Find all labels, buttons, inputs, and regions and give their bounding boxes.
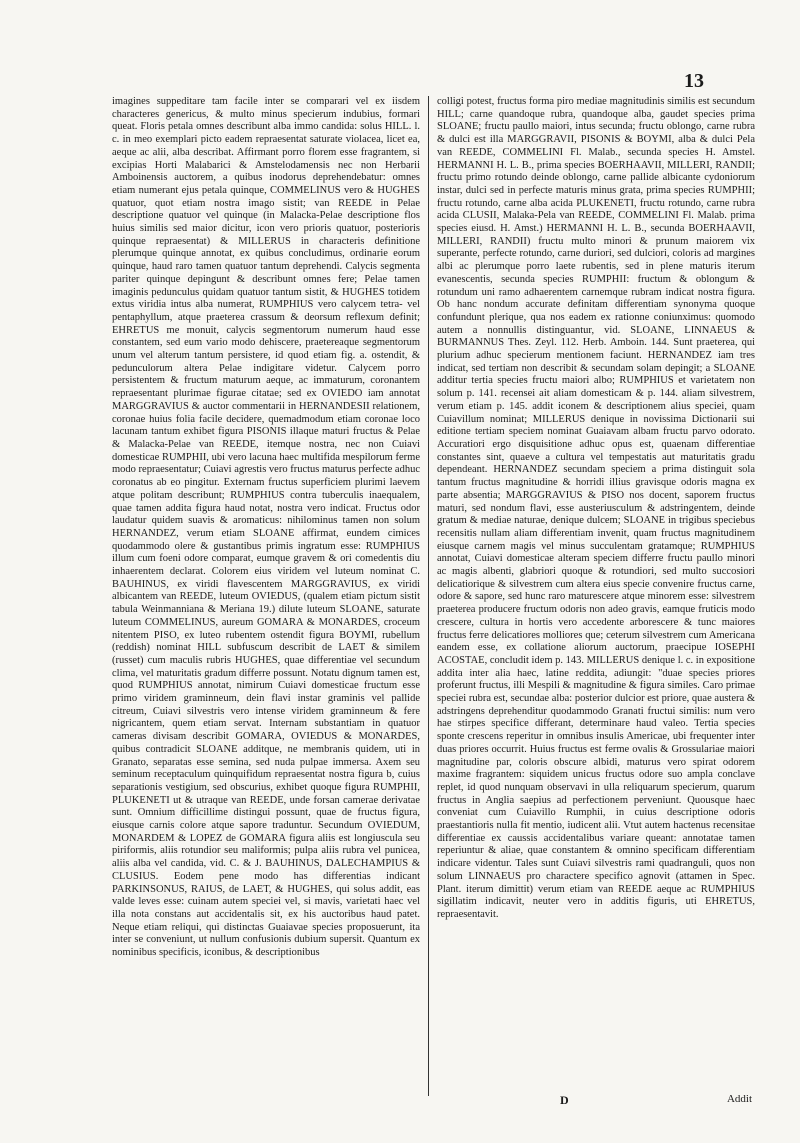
right-column-text: colligi potest, fructus forma piro mediae magnitudinis similis est secundum HILL; carne quandoque rubra, quandoque alba, gaudet species prima SLOANE; fructu paullo maiori, intus secunda; fructu oblongo, carne rubra & dulci est illa MARGGRAVII, PISONIS & BOYMI, alba & dulci Pela van REEDE, COMMELINI Fl. Malab., secunda species H. Amstel. HERMANNI H. L. B., prima species BOERHAAVII, MILLERI, RANDII; fructu primo rotundo deinde oblongo, carne pallide albicante cydoniorum instar, dulci sed in perfecte maturis minus grata, prima species RUMPHII; fructu rotundo, carne alba acida PLUKENETI, fructu rotundo, carne rubra acida CLUSII, Malaka-Pela van REEDE, COMMELINI Fl. Malab. prima species eiusd. H. Amst.) HERMANNI H. L. B., secunda BOERHAAVII, MILLERI, RANDII) fructu multo minori & prunum maiorem vix superante, perfecte rotundo, carne duriori, sed dulciori, coloris ad margines albi ac plerumque porro laete rubentis, sed in plene maturis iterum evanescentis, secunda species RUMPHII: fructum & oblongum & rotundum uni ramo adhaerentem carnemque rubram indicat nostra figura. Ob hanc nondum accurate definitam differentiam synonyma quoque confundunt plerique, qua nos eadem ex rationne coniunximus: quomodo autem a nonnullis distinguantur, vid. SLOANE, LINNAEUS & BURMANNUS Thes. Zeyl. 112. Herb. Amboin. 144. Sunt praeterea, qui plurium adhuc specierum mentionem faciunt. HERNANDEZ iam tres indicat, sed tertiam non describit & secundam solam depingit; a SLOANE additur tertia species fructu maiori albo; RUMPHIUS et varietatem non solum p. 141. recensei ait aliam domesticam & p. 144. aliam silvestrem, verum etiam p. 145. addit iconem & descriptionem alius speciei, quam Cuiavillum nominat; MILLERUS denique in novissima Dictionarii sui editione tertiam speciem nominat Guaiavam albam fructu parvo odorato. Accuratiori ergo disquisitione adhuc opus est, quaenam differentiae constantes sint, quaeve a cultura vel tempestatis aut maturitatis gradu dependeant. HERNANDEZ secundam speciem a prima distinguit sola tantum fructus magnitudine & horridi illius gravisque odoris magna ex parte absentia; MARGGRAVIUS & PISO nos docent, saporem fructus maturi, sed nondum flavi, esse austeriusculum & adstringentem, deinde gratum & mediae naturae, denique dulcem; SLOANE in trigibus speciebus recensitis nullam aliam differentiam invenit, quam fructus magnitudinem eiusque carnem magis vel minus succulentam gratamque; RUMPHIUS annotat, Cuiavi domesticae alteram speciem differre fructu paullo minori ac magis albenti, glabriori quoque & rotundiori, sed multo succosiori delicatiorique & silvestrem cum altera eius specie convenire fructus carne, odore & sapore, sed hunc raro maturescere atque minorem esse: silvestrem praeterea producere fructum odoris non adeo gravis, eamque fruticis modo crescere, cultura in hortis vero accedente arborescere & tunc maiores fructus ferre delicatiores molliores que; ceterum silvestrem cum Americana eandem esse, ex collatione aliorum auctorum, praecipue IOSEPHI ACOSTAE, concludit idem p. 143. MILLERUS denique l. c. in expositione addita inter alia haec, latine reddita, adiungit: "duae species priores proferunt fructus, illi Mespili & magnitudine & figura similes. Caro primae speciei rubra est, secundae alba: posterior dulcior est priore, quae austera & adstringens deprehenditur quodammodo Granati fructui similis: num vero hae stirpes specifice differant, determinare haud valeo. Tertia species sponte crescens reperitur in omnibus insulis Americae, ubi frequenter inter duas priores occurrit. Huius fructus est ferme ovalis & Grossulariae maiori magnitudine par, coloris obscure albidi, maturus vero spirat odorem maxime fragrantem: siquidem unicus fructus odore suo ampla conclave replet, id quod nunquam observavi in ulla reliquarum specierum, quarum fructus in Anglia saepius ad perfectionem perveniunt. Quousque haec conveniat cum Cuiavillo Rumphii, in cuius descriptione odoris praestantioris nulla fit mentio, iudicent alii. Vtut autem hactenus recensitae differentiae ex caussis accidentalibus variare queant: annotatae tamen reperiuntur & aliae, quae constantem & omnino specificam differentiam indicare videntur. Tales sunt Cuiavi silvestris rami quadranguli, quos non solum LINNAEUS pro charactere specifico agnovit (attamen in Spec. Plant. iterum dimittit) verum etiam van REEDE aeque ac RUMPHIUS sigillatim indicavit, neuter vero in additis figuris, uti EHRETUS, repraesentavit.: [437, 96, 755, 920]
signature-mark: D: [560, 1093, 569, 1107]
left-column-text: imagines suppeditare tam facile inter se comparari vel ex iisdem characteres genericus, & multo minus specierum indubius, formari queat. Floris petala omnes describunt alba immo candida: solus HILL. l. c. in meo exemplari picto eadem repraesentat saturate violacea, licet ea, aeque ac alii, alba describat. Affirmant porro florem esse fragrantem, si excipias Horti Malabarici & Amstelodamensis nec non Herbarii Amboinensis auctorem, a quibus inodorus deprehendebatur: omnes etiam numerant ejus petala quinque, COMMELINUS vero & HUGHES quatuor, quot etiam nostra imago sistit; van REEDE in Pelae descriptione quatuor vel quinque (in Malacka-Pelae descriptione flos huius similis sed maior dicitur, icon vero prioris quatuor, posterioris quinque repraesentat) & MILLERUS in characteris definitione plerumque quinque annotat, ex quibus concludimus, ordinarie eorum quinque, haud raro tamen quatuor tantum deprehendi. Calycis segmenta pariter quinque depingunt & describunt omnes fere; Pelae tamen imaginis pedunculus quidam quatuor tantum sistit, & HUGHES totidem extus viridia intus alba numerat, RUMPHIUS vero calycem tetra- vel pentaphyllum, atque praeterea crassum & deorsum reflexum definit; EHRETUS me monuit, calycis segmentorum numerum haud esse constantem, sed eum vario modo dehiscere, praetereaque segmentorum unum vel alterum tantum persistere, id quod etiam fig. a. ostendit, & pedunculorum altera Pelae indigitare videtur. Calycem porro persistentem & fructum maturum aeque, ac immaturum, coronantem repraesentant plurimae figurae citatae; sed ex OVIEDO iam annotat MARGGRAVIUS & auctor commentarii in HERNANDESII relationem, coronae huius folia facile decidere, quemadmodum etiam coronae loco lacunam tantum exhibet figura PISONIS illaque maturi fructus & Pelae & Malacka-Pelae van REEDE, itemque nostra, nec non Cuiavi domesticae RUMPHII, ubi vero lacuna haec multifida mespilorum ferme modo repraesentatur; Cuiavi agrestis vero fructus maturus perfecte adhuc coronatus ab eo pingitur. Externam fructus superficiem plurimi laevem atque politam describunt; RUMPHIUS contra tuberculis inaequalem, quae tamen addita figura haud notat, nostra vero indicat. Fructus odor laudatur quidem suavis & aromaticus: nihilominus tamen non solum HERNANDEZ, verum etiam SLOANE affirmat, eundem cimices quodammodo olere & gustantibus primis ingratum esse: RUMPHIUS illum cum foeni odore comparat, eumque gravem & ori comedentis diu inhaerentem declarat. Colorem eius viridem vel luteum nominat C. BAUHINUS, ex viridi flavescentem MARGGRAVIUS, ex viridi albicantem van REEDE, luteum OVIEDUS, (qualem etiam pictum sistit tabula Weinmanniana & Meriana 19.) dilute luteum SLOANE, saturate luteum COMMELINUS, aureum GOMARA & MONARDES, croceum nitentem PISO, ex luteo rubentem ostendit figura BOYMI, rubellum (reddish) nominat HILL subfuscum describit de LAET & similem (russet) cum maculis rubris HUGHES, quae differentiae vel secundum clima, vel maturitatis gradum differre possunt. Notatu dignum tamen est, quod RUMPHIUS annotat, nimirum Cuiavi domesticae fructum esse primo viridem graminneum, dein flavi instar graminis vel pallide citreum, Cuiavi silvestris vero intense viridem graminneum & fere nigricantem, quem etiam servat. Internam substantiam in quatuor cameras divisam describit GOMARA, OVIEDUS & MONARDES, quibus contradicit SLOANE additque, ne membranis quidem, uti in Granato, separatas esse semina, sed nuda pulpae immersa. Axem seu seminum receptaculum quinquifidum repraesentat nostra figura b, cuius separationis vestigium, sed obscurius, exhibet quoque figura RUMPHII, PLUKENETI ut & utraque van REEDE, unde forsan camerae derivatae sunt. Omnium difficillime distingui possunt, quae de fructus figura, eiusque carnis colore atque sapore traduntur. Secundum OVIEDUM, MONARDEM & LOPEZ de GOMARA figura aliis est longiuscula seu piriformis, aliis rotundior seu maliformis; pulpa aliis rubra vel punicea, aliis alba vel candida, vid. C. & J. BAUHINUS, DALECHAMPIUS & CLUSIUS. Eodem pene modo has differentias indicant PARKINSONUS, RAIUS, de LAET, & HUGHES, qui solus addit, eas valde leves esse: cuinam autem speciei vel, si mavis, varietati haec vel illa nota constans aut accidentalis sit, ex his auctoribus haud patet. Neque etiam reliqui, qui distinctas Guaiavae species proposuerunt, ita inter se conveniunt, ut nullum confusionis dubium supersit. Quantum ex nominibus specificis, iconibus, & descriptionibus: [112, 96, 420, 959]
left-column: [112, 96, 420, 1096]
right-column: [437, 96, 755, 1096]
column-divider: [428, 96, 429, 1096]
catchword: Addit: [726, 1093, 752, 1105]
page-number: 13: [684, 70, 704, 92]
